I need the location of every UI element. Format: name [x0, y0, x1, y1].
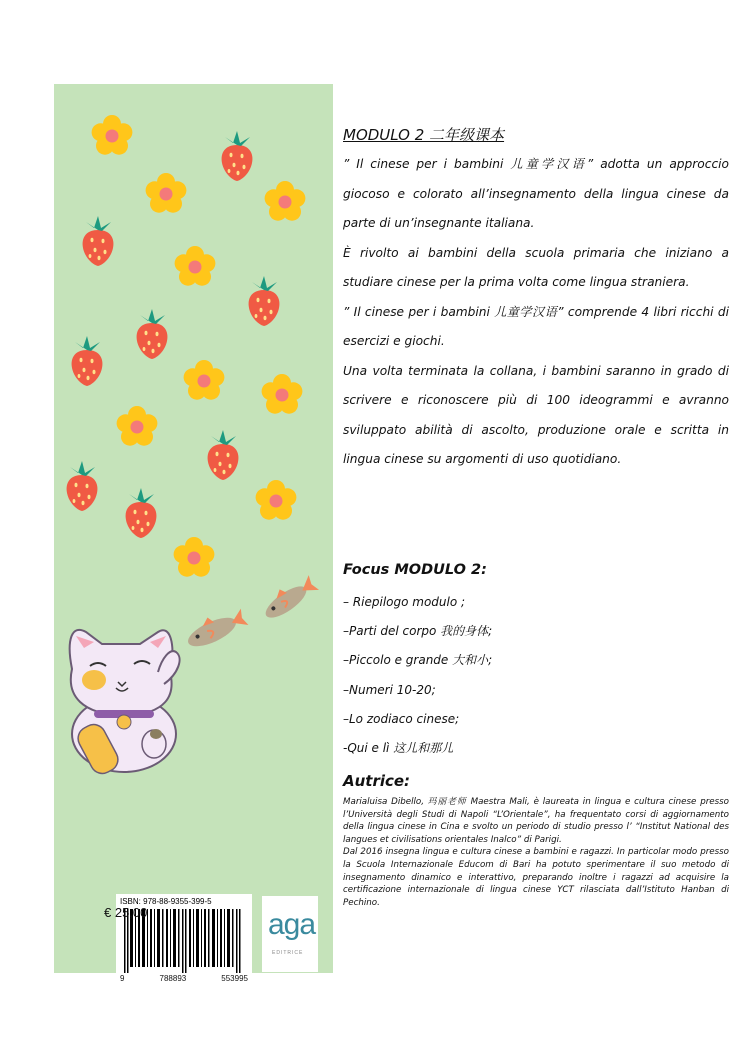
focus-item: –Numeri 10-20; [343, 682, 436, 697]
decoration-layer [54, 84, 333, 973]
focus-item: – Riepilogo modulo ; [343, 595, 466, 609]
intro-paragraph: ” Il cinese per i bambini 儿童学汉语” comprende 4 libri ricchi di esercizi e giochi. [343, 304, 729, 348]
flower-icon [146, 173, 187, 213]
strawberry-icon [67, 461, 98, 511]
isbn-digit-group: 9 [120, 974, 125, 983]
author-bio [343, 796, 729, 909]
focus-item: –Piccolo e grande 大和小; [343, 653, 493, 668]
fish-icon [182, 603, 249, 652]
focus-title: Focus MODULO 2: [343, 562, 487, 578]
strawberry-icon [83, 216, 114, 266]
price: € 25,00 [104, 905, 148, 920]
focus-item: –Lo zodiaco cinese; [343, 711, 460, 726]
publisher-logo-subtitle: EDITRICE [272, 950, 304, 956]
strawberry-icon [208, 430, 239, 480]
intro-paragraph: ” Il cinese per i bambini 儿童学汉语” adotta un approccio giocoso e colorato all’insegnamento della lingua cinese da parte di un’insegnante italiana. [343, 157, 729, 230]
flower-icon [174, 537, 215, 577]
intro-paragraph: Una volta terminata la collana, i bambini saranno in grado di scrivere e riconoscere più di 100 ideogrammi e avranno sviluppato abilità di ascolto, produzione orale e scritta in lingua cinese su argomenti di uso quotidiano. [343, 363, 729, 466]
publisher-logo [262, 896, 318, 972]
flower-icon [184, 360, 225, 400]
author-title: Autrice: [343, 772, 411, 790]
flower-icon [262, 374, 303, 414]
module-title: MODULO 2 二年级课本 [343, 126, 505, 144]
flower-icon [117, 406, 158, 446]
fish-icon [258, 571, 319, 623]
intro-text [343, 150, 729, 475]
isbn-digits [120, 974, 248, 983]
isbn-digit-group: 553995 [221, 974, 248, 983]
author-paragraph: Dal 2016 insegna lingua e cultura cinese a bambini e ragazzi. In particolar modo presso la Scuola Internazionale Educom di Bari ha potuto sperimentare il suo metodo di insegnamento dinamico e interattivo, preparando inoltre i ragazzi ad acquisire la certificazione internazionale di lingua cinese YCT rilasciata dall’Istituto Hanban di Pechino. [343, 847, 729, 908]
flower-icon [265, 181, 306, 221]
strawberry-icon [72, 336, 103, 386]
isbn-digit-group: 788893 [159, 974, 187, 983]
focus-item: –Parti del corpo 我的身体; [343, 624, 493, 639]
flower-icon [175, 246, 216, 286]
lucky-cat-illustration [70, 630, 180, 778]
focus-item: -Qui e lì 这儿和那儿 [343, 740, 454, 755]
author-paragraph: Marialuisa Dibello, 玛丽老师 Maestra Mali, è laureata in lingua e cultura cinese presso l’Università degli Studi di Napoli “L’Orientale”, ha frequentato corsi di aggiornamento della lingua cinese in Cina e svolto un periodo di studio presso l’ “Institut National des langues et civilisations orientales Inalco” di Parigi. [343, 797, 729, 845]
strawberry-icon [222, 131, 253, 181]
strawberry-icon [249, 276, 280, 326]
flower-icon [256, 480, 297, 520]
cover-panel [54, 84, 333, 983]
publisher-logo-text: aga [268, 908, 316, 941]
strawberry-icon [137, 309, 168, 359]
intro-paragraph: È rivolto ai bambini della scuola primaria che iniziano a studiare cinese per la prima volta come lingua straniera. [343, 245, 729, 289]
focus-list [343, 590, 492, 765]
strawberry-icon [126, 488, 157, 538]
flower-icon [92, 115, 133, 155]
description-column [343, 124, 729, 475]
isbn-label: ISBN: 978-88-9355-399-5 [120, 897, 212, 906]
